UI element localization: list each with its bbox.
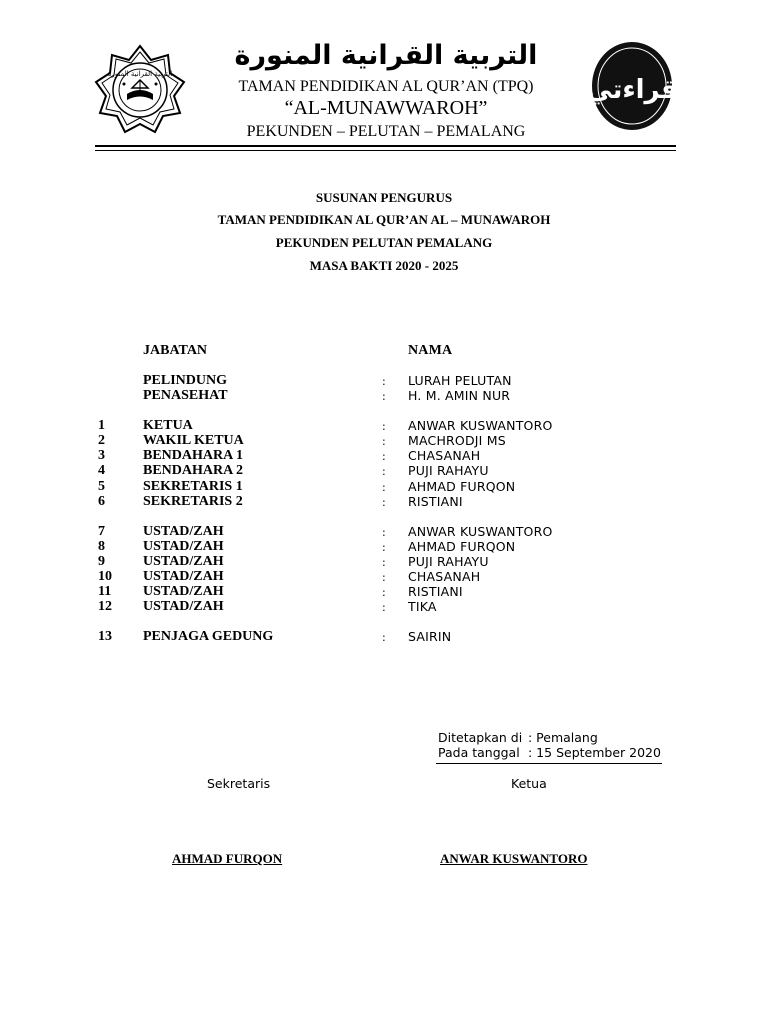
row-position: SEKRETARIS 1 xyxy=(143,479,243,494)
row-name: RISTIANI xyxy=(408,494,463,509)
row-position: BENDAHARA 1 xyxy=(143,448,243,463)
row-position: USTAD/ZAH xyxy=(143,524,224,539)
doc-title-line-1: SUSUNAN PENGURUS xyxy=(315,190,453,205)
row-position: PENASEHAT xyxy=(143,388,228,403)
letterhead-line-2: “AL-MUNAWWAROH” xyxy=(284,97,488,119)
row-name: AHMAD FURQON xyxy=(408,539,516,554)
date-label: Pada tanggal xyxy=(438,745,520,760)
row-separator: : xyxy=(382,481,386,494)
institution-seal-logo xyxy=(94,44,186,136)
letterhead-rule-thin xyxy=(95,150,676,151)
row-number: 5 xyxy=(98,479,105,494)
doc-title-line-3: PEKUNDEN PELUTAN PEMALANG xyxy=(275,235,493,250)
row-number: 13 xyxy=(98,629,112,644)
row-position: WAKIL KETUA xyxy=(143,433,244,448)
chairman-signer-name: ANWAR KUSWANTORO xyxy=(440,851,588,866)
letterhead-line-1: TAMAN PENDIDIKAN AL QUR’AN (TPQ) xyxy=(238,78,534,95)
row-separator: : xyxy=(382,390,386,403)
place-label: Ditetapkan di xyxy=(438,730,523,745)
seal-arabic-text: التربية القرانية المنورة xyxy=(107,70,173,78)
row-name: CHASANAH xyxy=(408,569,481,584)
row-separator: : xyxy=(382,601,386,614)
qiraati-logo xyxy=(588,40,676,132)
row-separator: : xyxy=(382,526,386,539)
row-position: PENJAGA GEDUNG xyxy=(143,629,274,644)
doc-title-line-4: MASA BAKTI 2020 - 2025 xyxy=(309,258,459,273)
row-separator: : xyxy=(382,420,386,433)
row-position: USTAD/ZAH xyxy=(143,554,224,569)
row-name: SAIRIN xyxy=(408,629,452,644)
column-header-name: NAMA xyxy=(408,343,453,358)
row-number: 6 xyxy=(98,494,105,509)
arabic-institution-title: التربية القرانية المنورة xyxy=(234,40,538,71)
row-separator: : xyxy=(382,556,386,569)
place-value: : Pemalang xyxy=(528,730,598,745)
row-name: RISTIANI xyxy=(408,584,463,599)
chairman-role: Ketua xyxy=(511,776,547,791)
row-number: 8 xyxy=(98,539,105,554)
row-name: LURAH PELUTAN xyxy=(408,373,512,388)
row-number: 7 xyxy=(98,524,105,539)
row-separator: : xyxy=(382,375,386,388)
row-name: TIKA xyxy=(408,599,437,614)
doc-title-line-2: TAMAN PENDIDIKAN AL QUR’AN AL – MUNAWAROH xyxy=(217,212,551,227)
letterhead-line-3: PEKUNDEN – PELUTAN – PEMALANG xyxy=(246,123,526,140)
row-name: ANWAR KUSWANTORO xyxy=(408,418,553,433)
row-number: 11 xyxy=(98,584,112,599)
row-number: 12 xyxy=(98,599,112,614)
row-name: ANWAR KUSWANTORO xyxy=(408,524,553,539)
row-name: MACHRODJI MS xyxy=(408,433,506,448)
row-separator: : xyxy=(382,496,386,509)
letterhead-rule-thick xyxy=(95,145,676,147)
row-position: USTAD/ZAH xyxy=(143,599,224,614)
row-name: PUJI RAHAYU xyxy=(408,554,489,569)
row-separator: : xyxy=(382,435,386,448)
row-separator: : xyxy=(382,571,386,584)
date-value: : 15 September 2020 xyxy=(528,745,661,760)
row-number: 3 xyxy=(98,448,105,463)
row-number: 9 xyxy=(98,554,105,569)
row-name: PUJI RAHAYU xyxy=(408,463,489,478)
row-separator: : xyxy=(382,465,386,478)
row-separator: : xyxy=(382,541,386,554)
row-position: PELINDUNG xyxy=(143,373,228,388)
row-name: CHASANAH xyxy=(408,448,481,463)
row-separator: : xyxy=(382,450,386,463)
row-name: AHMAD FURQON xyxy=(408,479,516,494)
row-number: 2 xyxy=(98,433,105,448)
row-number: 10 xyxy=(98,569,112,584)
row-position: BENDAHARA 2 xyxy=(143,463,243,478)
row-position: USTAD/ZAH xyxy=(143,584,224,599)
row-number: 4 xyxy=(98,463,105,478)
row-position: SEKRETARIS 2 xyxy=(143,494,243,509)
qiraati-logo-text: قراءتي xyxy=(588,75,676,105)
row-position: USTAD/ZAH xyxy=(143,539,224,554)
row-name: H. M. AMIN NUR xyxy=(408,388,511,403)
row-position: USTAD/ZAH xyxy=(143,569,224,584)
row-position: KETUA xyxy=(143,418,193,433)
date-underline xyxy=(436,763,662,764)
row-separator: : xyxy=(382,586,386,599)
row-number: 1 xyxy=(98,418,105,433)
secretary-role: Sekretaris xyxy=(207,776,271,791)
column-header-position: JABATAN xyxy=(143,343,208,358)
row-separator: : xyxy=(382,631,386,644)
secretary-signer-name: AHMAD FURQON xyxy=(172,851,283,866)
